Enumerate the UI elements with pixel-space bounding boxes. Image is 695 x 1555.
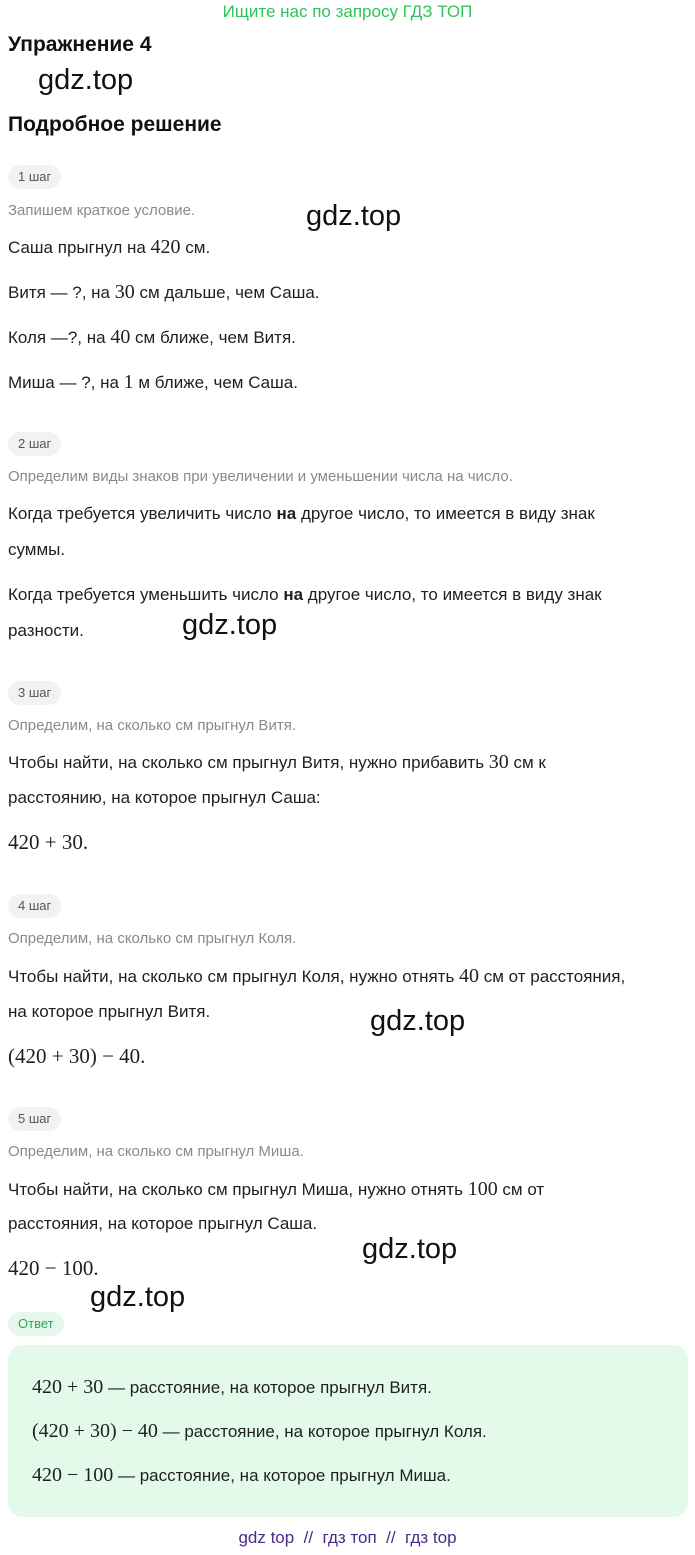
text-line: Чтобы найти, на сколько см прыгнул Витя, нужно прибавить 30 см к <box>8 751 546 773</box>
formula: (420 + 30) − 40. <box>8 1044 146 1068</box>
step-badge: 5 шаг <box>8 1107 61 1131</box>
watermark: gdz.top <box>362 1233 458 1265</box>
answer-line: 420 + 30 — расстояние, на которое прыгнул Витя. <box>32 1376 432 1398</box>
condition-line: Миша — ?, на 1 м ближе, чем Саша. <box>8 371 298 393</box>
text-line: расстоянию, на которое прыгнул Саша: <box>8 788 321 807</box>
condition-line: Витя — ?, на 30 см дальше, чем Саша. <box>8 281 320 303</box>
watermark: gdz.top <box>182 609 278 641</box>
solution-title: Подробное решение <box>8 113 222 136</box>
step-note: Определим виды знаков при увеличении и уменьшении числа на число. <box>8 468 513 485</box>
step-note: Определим, на сколько см прыгнул Витя. <box>8 717 296 734</box>
step-badge: 2 шаг <box>8 432 61 456</box>
text-line: суммы. <box>8 540 66 559</box>
step-note: Определим, на сколько см прыгнул Миша. <box>8 1143 304 1160</box>
step-note: Запишем краткое условие. <box>8 202 196 219</box>
step-badge: 1 шаг <box>8 165 61 189</box>
step-note: Определим, на сколько см прыгнул Коля. <box>8 930 297 947</box>
formula: 420 + 30. <box>8 830 89 854</box>
condition-line: Саша прыгнул на 420 см. <box>8 236 211 258</box>
top-banner-link[interactable]: Ищите нас по запросу ГДЗ ТОП <box>222 2 473 21</box>
text-line: Чтобы найти, на сколько см прыгнул Коля, нужно отнять 40 см от расстояния, <box>8 965 626 987</box>
watermark: gdz.top <box>90 1281 186 1313</box>
answer-badge: Ответ <box>8 1312 64 1336</box>
condition-line: Коля —?, на 40 см ближе, чем Витя. <box>8 326 296 348</box>
text-line: на которое прыгнул Витя. <box>8 1002 211 1021</box>
answer-line: (420 + 30) − 40 — расстояние, на которое прыгнул Коля. <box>32 1420 487 1442</box>
text-line: Когда требуется увеличить число на другое число, то имеется в виду знак <box>8 504 595 523</box>
step-badge: 4 шаг <box>8 894 61 918</box>
footer-links[interactable]: gdz top // гдз топ // гдз top <box>238 1528 457 1547</box>
text-line: Чтобы найти, на сколько см прыгнул Миша, нужно отнять 100 см от <box>8 1178 545 1200</box>
text-line: расстояния, на которое прыгнул Саша. <box>8 1214 318 1233</box>
answer-line: 420 − 100 — расстояние, на которое прыгнул Миша. <box>32 1464 451 1486</box>
text-line: разности. <box>8 621 84 640</box>
formula: 420 − 100. <box>8 1256 99 1280</box>
text-line: Когда требуется уменьшить число на другое число, то имеется в виду знак <box>8 585 602 604</box>
watermark: gdz.top <box>38 64 134 96</box>
exercise-title: Упражнение 4 <box>8 33 152 56</box>
step-badge: 3 шаг <box>8 681 61 705</box>
watermark: gdz.top <box>306 200 402 232</box>
watermark: gdz.top <box>370 1005 466 1037</box>
